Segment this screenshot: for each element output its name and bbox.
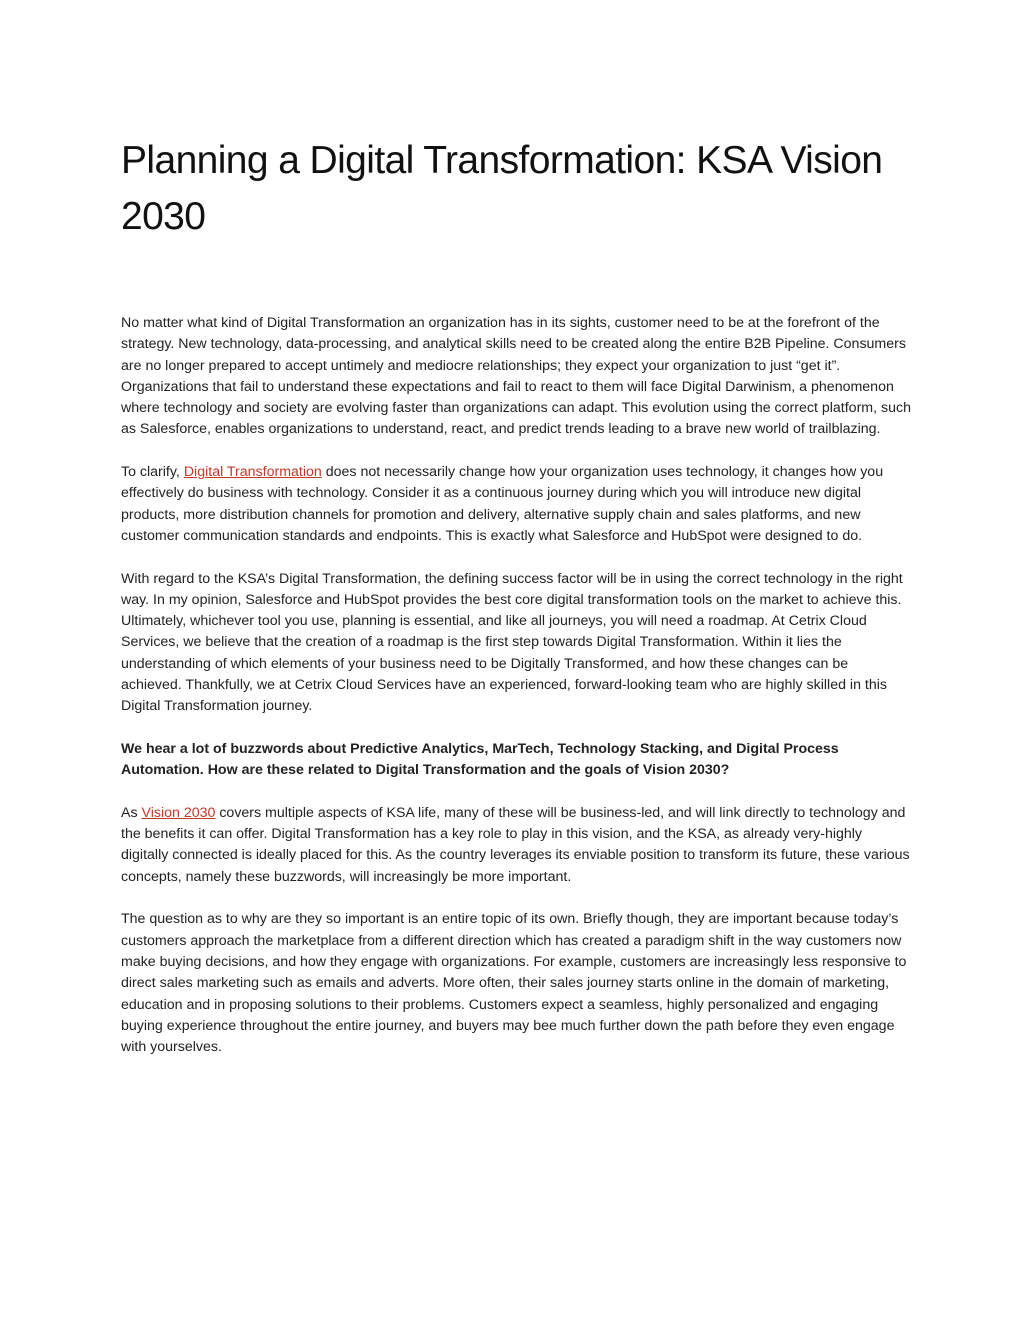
paragraph-ksa: With regard to the KSA’s Digital Transformation, the defining success factor will be in using the correct technology in the right way. In my opinion, Salesforce and HubSpot provides the best core digital transformation tools on the market to achieve this. bbox=[121, 570, 903, 608]
section-heading-buzzwords: We hear a lot of buzzwords about Predictive Analytics, MarTech, Technology Stacking, and Digital Process Automation. How are these related to Digital Transformation and the goals of Vision 2030? bbox=[121, 740, 839, 779]
document-body bbox=[121, 313, 911, 1080]
paragraph-intro: No matter what kind of Digital Transformation an organization has in its sights, customer need to be at the forefront of the strategy. New technology, data-processing, and analytical skills need to be created along the entire B2B Pipeline. Consumers are no longer prepared to accept untimely and mediocre relationships; they expect your organization to just “get it”. Organizations that fail to understand these expectations and fail to react to them will face Digital Darwinism, a phenomenon where technology and society are evolving faster than organizations can adapt. This evolution using the correct platform, such as Salesforce, enables organizations to understand, react, and predict trends leading to a brave new world of trailblazing. bbox=[121, 315, 911, 438]
paragraph-text: To clarify, bbox=[121, 464, 184, 481]
page-title: Planning a Digital Transformation: KSA Vision 2030 bbox=[121, 139, 883, 238]
paragraph-roadmap: Ultimately, whichever tool you use, planning is essential, and like all journeys, you will need a roadmap. At Cetrix Cloud Services, we believe that the creation of a roadmap is the first step towards Digital Transformation. Within it lies the understanding of which elements of your business need to be Digitally Transformed, and how these changes can be achieved. Thankfully, we at Cetrix Cloud Services have an experienced, forward-looking team who are highly skilled in this Digital Transformation journey. bbox=[121, 613, 887, 715]
paragraph-text: does not necessarily change how your organization uses technology, it changes how you effectively do business with technology. Consider it as a continuous journey during which you will introduce new digital products, more distribution channels for promotion and delivery, alternative supply chain and sales platforms, and new customer communication standards and endpoints. This is exactly what Salesforce and HubSpot were designed to do. bbox=[121, 464, 884, 544]
paragraph-clarify bbox=[121, 462, 911, 547]
paragraph-importance: The question as to why are they so important is an entire topic of its own. Briefly though, they are important because today’s customers approach the marketplace from a different direction which has created a paradigm shift in the way customers now make buying decisions, and how they engage with organizations. For example, customers are increasingly less responsive to direct sales marketing such as emails and adverts. More often, their sales journey starts online in the domain of marketing, education and in proposing solutions to their problems. Customers expect a seamless, highly personalized and engaging buying experience throughout the entire journey, and buyers may bee much further down the path before they even engage with yourselves. bbox=[121, 911, 907, 1056]
digital-transformation-link[interactable]: Digital Transformation bbox=[183, 464, 322, 481]
vision-2030-link[interactable]: Vision 2030 bbox=[141, 804, 216, 821]
paragraph-vision bbox=[121, 803, 911, 888]
paragraph-text: covers multiple aspects of KSA life, many of these will be business-led, and will link directly to technology and the benefits it can offer. Digital Transformation has a key role to play in this vision, and the KSA, as already very-highly digitally connected is ideally placed for this. As the country leverages its enviable position to transform its future, these various concepts, namely these buzzwords, will increasingly be more important. bbox=[121, 804, 910, 885]
paragraph-text: As bbox=[121, 804, 142, 821]
